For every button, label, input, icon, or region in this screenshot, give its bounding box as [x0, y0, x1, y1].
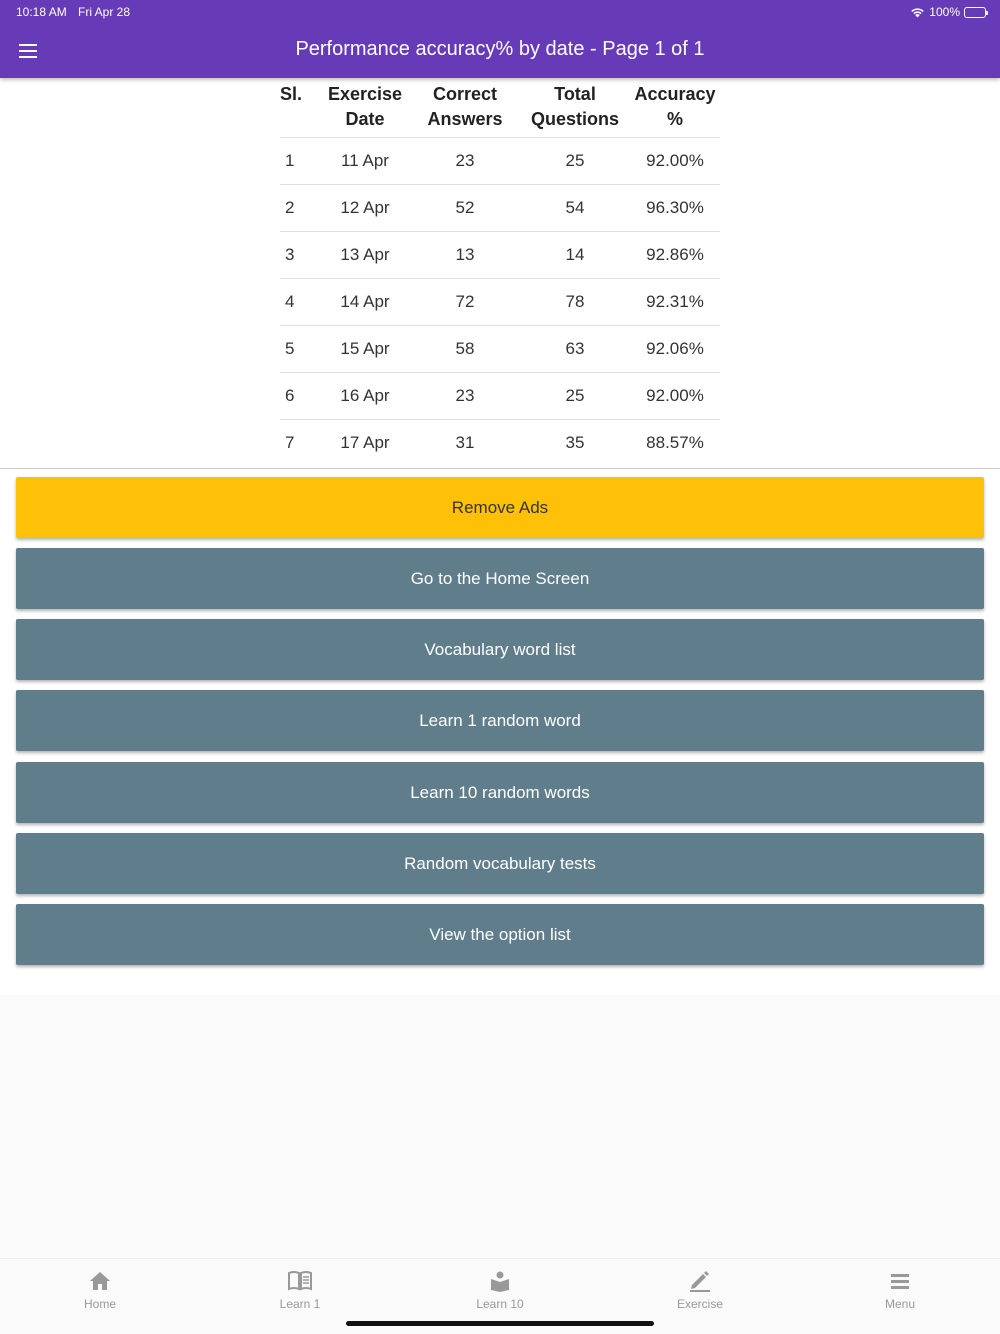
nav-learn10[interactable]	[440, 1269, 560, 1311]
cell-correct-answers: 31	[455, 433, 475, 453]
page-title: Performance accuracy% by date - Page 1 of 1	[295, 38, 705, 60]
header-correct-answers: Correct Answers	[410, 78, 520, 138]
random-tests-button[interactable]: Random vocabulary tests	[16, 833, 984, 894]
cell-exercise-date: 15 Apr	[320, 326, 410, 373]
cell-exercise-date: 11 Apr	[320, 138, 410, 185]
vocabulary-list-button[interactable]: Vocabulary word list	[16, 619, 984, 680]
nav-learn1-label: Learn 1	[279, 1297, 321, 1311]
table-row	[280, 420, 720, 467]
table-row	[280, 279, 720, 326]
cell-correct-answers: 13	[410, 232, 520, 279]
cell-sl: 7	[285, 433, 295, 453]
battery-icon	[964, 7, 986, 18]
nav-menu[interactable]	[840, 1269, 960, 1311]
cell-accuracy: 92.00%	[630, 373, 720, 420]
open-book-icon	[288, 1271, 312, 1291]
status-date: Fri Apr 28	[78, 5, 131, 19]
nav-exercise[interactable]	[640, 1269, 760, 1311]
nav-learn1[interactable]	[240, 1269, 360, 1311]
pencil-icon	[689, 1270, 711, 1292]
menu-icon	[890, 1272, 910, 1290]
cell-total-questions: 25	[520, 373, 630, 420]
table-row	[280, 232, 720, 279]
home-indicator	[346, 1321, 654, 1326]
nav-learn10-label: Learn 10	[476, 1297, 524, 1311]
cell-correct-answers: 72	[410, 279, 520, 326]
cell-sl: 2	[280, 185, 320, 232]
learn-one-word-button[interactable]: Learn 1 random word	[16, 690, 984, 751]
option-list-button[interactable]: View the option list	[16, 904, 984, 965]
cell-correct-answers: 58	[410, 326, 520, 373]
home-screen-button[interactable]: Go to the Home Screen	[16, 548, 984, 609]
header-total-questions: Total Questions	[520, 78, 630, 138]
header-sl: Sl.	[280, 78, 320, 138]
reading-book-icon	[489, 1270, 511, 1292]
status-right	[910, 5, 986, 19]
nav-home[interactable]	[40, 1269, 160, 1311]
cell-sl: 3	[280, 232, 320, 279]
cell-sl: 6	[280, 373, 320, 420]
table-header-row	[280, 78, 720, 138]
divider	[0, 468, 1000, 469]
cell-total-questions: 54	[520, 185, 630, 232]
table-row	[280, 373, 720, 420]
header-accuracy: Accuracy %	[630, 78, 720, 138]
header-exercise-date: Exercise Date	[320, 78, 410, 138]
cell-total-questions: 63	[520, 326, 630, 373]
wifi-icon	[910, 7, 925, 18]
cell-accuracy: 92.86%	[630, 232, 720, 279]
cell-exercise-date: 13 Apr	[320, 232, 410, 279]
table-row	[280, 138, 720, 185]
status-bar	[0, 0, 1000, 24]
cell-total-questions: 14	[520, 232, 630, 279]
cell-accuracy: 92.00%	[630, 138, 720, 185]
table-row	[280, 185, 720, 232]
cell-correct-answers: 52	[410, 185, 520, 232]
cell-accuracy: 92.06%	[630, 326, 720, 373]
cell-total-questions: 35	[565, 433, 585, 453]
cell-total-questions: 78	[520, 279, 630, 326]
app-header	[0, 0, 1000, 78]
cell-correct-answers: 23	[410, 373, 520, 420]
performance-table	[280, 78, 720, 467]
cell-exercise-date: 16 Apr	[320, 373, 410, 420]
remove-ads-button[interactable]: Remove Ads	[16, 477, 984, 538]
home-icon	[89, 1271, 111, 1291]
table-row	[280, 326, 720, 373]
cell-exercise-date: 12 Apr	[320, 185, 410, 232]
status-time: 10:18 AM	[16, 5, 67, 19]
battery-percent: 100%	[929, 5, 960, 19]
cell-total-questions: 25	[520, 138, 630, 185]
cell-accuracy: 88.57%	[646, 433, 704, 453]
cell-correct-answers: 23	[410, 138, 520, 185]
main-content	[0, 78, 1000, 995]
cell-accuracy: 92.31%	[630, 279, 720, 326]
nav-exercise-label: Exercise	[676, 1297, 723, 1311]
cell-exercise-date: 14 Apr	[320, 279, 410, 326]
cell-sl: 4	[280, 279, 320, 326]
nav-menu-label: Menu	[884, 1297, 916, 1311]
learn-ten-words-button[interactable]: Learn 10 random words	[16, 762, 984, 823]
cell-accuracy: 96.30%	[630, 185, 720, 232]
nav-home-label: Home	[83, 1297, 116, 1311]
cell-exercise-date: 17 Apr	[340, 433, 390, 453]
cell-sl: 1	[280, 138, 320, 185]
cell-sl: 5	[280, 326, 320, 373]
